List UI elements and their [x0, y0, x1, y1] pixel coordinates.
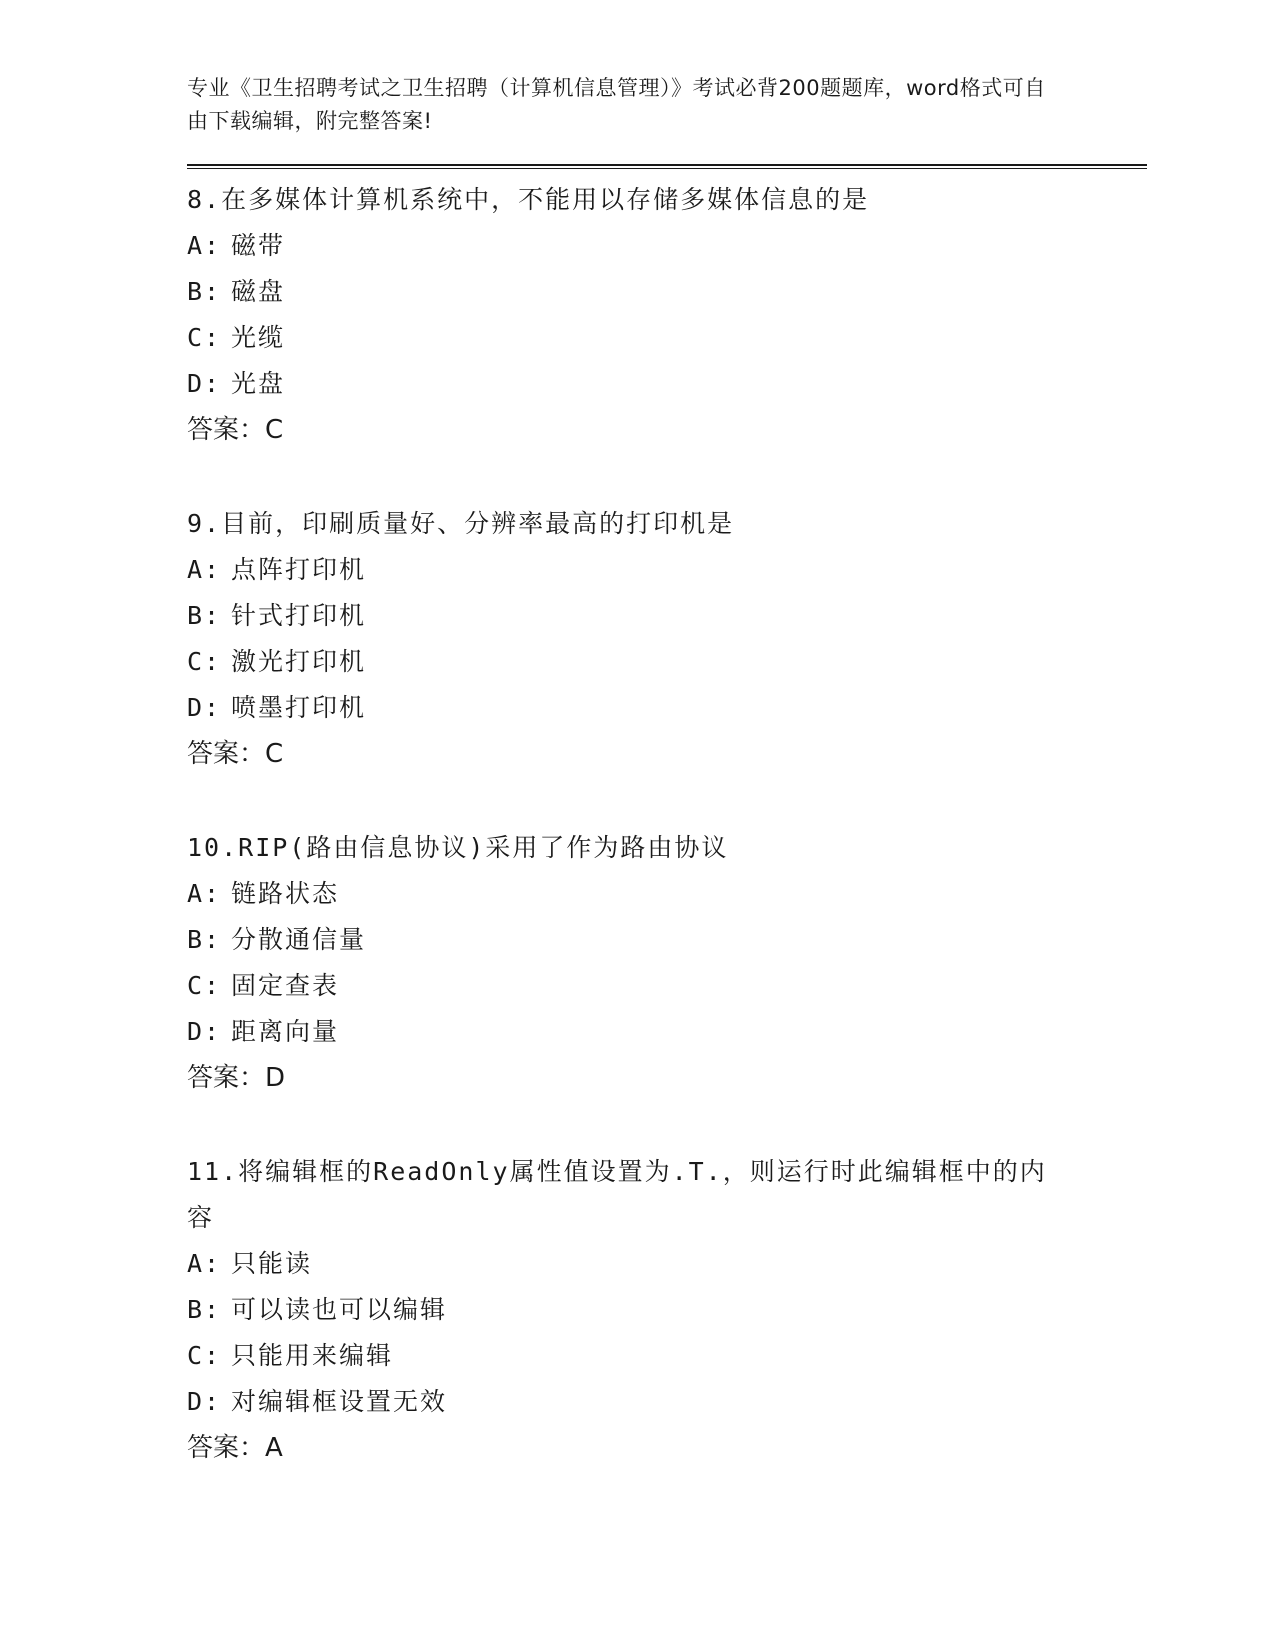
- option-letter: A:: [187, 1249, 222, 1278]
- option-letter: C:: [187, 323, 222, 352]
- option-text: 链路状态: [231, 879, 340, 908]
- option-letter: A:: [187, 231, 222, 260]
- option-b: [187, 269, 1147, 315]
- question-stem: 11.将编辑框的ReadOnly属性值设置为.T.，则运行时此编辑框中的内容: [187, 1157, 1047, 1232]
- option-c: [187, 639, 1147, 685]
- option-text: 喷墨打印机: [231, 693, 367, 722]
- option-letter: A:: [187, 555, 222, 584]
- option-letter: B:: [187, 1295, 222, 1324]
- option-d: [187, 1009, 1147, 1055]
- option-letter: D:: [187, 693, 222, 722]
- option-a: [187, 547, 1147, 593]
- option-letter: D:: [187, 369, 222, 398]
- option-letter: C:: [187, 1341, 222, 1370]
- option-text: 对编辑框设置无效: [231, 1387, 448, 1416]
- option-d: [187, 361, 1147, 407]
- question-list: [187, 177, 1147, 1471]
- option-a: [187, 1241, 1147, 1287]
- question-item: [187, 177, 1147, 453]
- question-item: [187, 501, 1147, 777]
- option-text: 激光打印机: [231, 647, 367, 676]
- option-text: 磁盘: [231, 277, 286, 306]
- option-letter: B:: [187, 601, 222, 630]
- option-text: 只能读: [231, 1249, 313, 1278]
- option-text: 针式打印机: [231, 601, 367, 630]
- option-d: [187, 1379, 1147, 1425]
- answer-line: 答案：C: [187, 739, 284, 769]
- option-c: [187, 963, 1147, 1009]
- option-letter: B:: [187, 925, 222, 954]
- option-letter: B:: [187, 277, 222, 306]
- option-text: 光缆: [231, 323, 286, 352]
- question-stem: 9.目前，印刷质量好、分辨率最高的打印机是: [187, 509, 735, 538]
- header-divider: [187, 164, 1147, 169]
- option-letter: D:: [187, 1387, 222, 1416]
- option-b: [187, 1287, 1147, 1333]
- question-item: [187, 825, 1147, 1101]
- option-letter: C:: [187, 647, 222, 676]
- option-text: 磁带: [231, 231, 286, 260]
- answer-line: 答案：C: [187, 415, 284, 445]
- option-c: [187, 1333, 1147, 1379]
- option-a: [187, 223, 1147, 269]
- option-b: [187, 917, 1147, 963]
- option-text: 可以读也可以编辑: [231, 1295, 448, 1324]
- document-page: [187, 72, 1147, 1519]
- option-text: 分散通信量: [231, 925, 367, 954]
- answer-line: 答案：A: [187, 1433, 283, 1463]
- question-stem: 8.在多媒体计算机系统中，不能用以存储多媒体信息的是: [187, 185, 870, 214]
- option-b: [187, 593, 1147, 639]
- option-d: [187, 685, 1147, 731]
- question-stem: 10.RIP(路由信息协议)采用了作为路由协议: [187, 833, 729, 862]
- option-text: 只能用来编辑: [231, 1341, 394, 1370]
- question-item: [187, 1149, 1147, 1471]
- option-text: 光盘: [231, 369, 286, 398]
- option-a: [187, 871, 1147, 917]
- option-c: [187, 315, 1147, 361]
- option-letter: A:: [187, 879, 222, 908]
- option-text: 固定查表: [231, 971, 340, 1000]
- answer-line: 答案：D: [187, 1063, 286, 1093]
- option-letter: D:: [187, 1017, 222, 1046]
- option-text: 点阵打印机: [231, 555, 367, 584]
- option-letter: C:: [187, 971, 222, 1000]
- document-header: 专业《卫生招聘考试之卫生招聘（计算机信息管理）》考试必背200题题库，word格式可自由下载编辑，附完整答案!: [187, 76, 1046, 133]
- option-text: 距离向量: [231, 1017, 340, 1046]
